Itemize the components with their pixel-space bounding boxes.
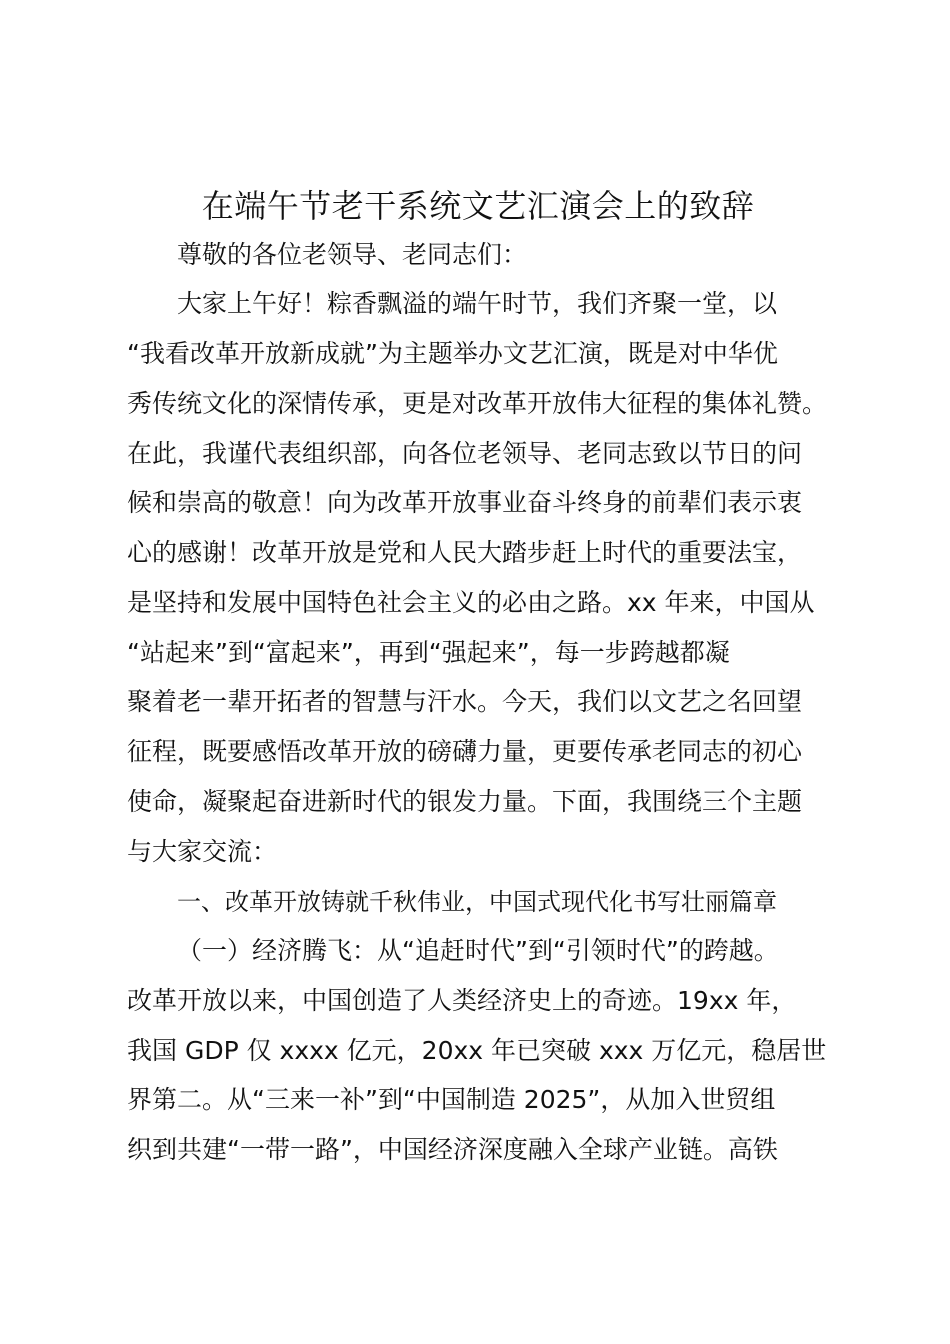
paragraph-line: 与大家交流： [127,837,278,866]
paragraph-line: “站起来”到“富起来”，再到“强起来”，每一步跨越都凝 [127,638,730,667]
paragraph-line: 织到共建“一带一路”，中国经济深度融入全球产业链。高铁 [127,1135,778,1164]
section-heading: 一、改革开放铸就千秋伟业，中国式现代化书写壮丽篇章 [177,888,777,916]
paragraph-line: 候和崇高的敬意！向为改革开放事业奋斗终身的前辈们表示衷 [127,488,803,517]
paragraph-line: 秀传统文化的深情传承，更是对改革开放伟大征程的集体礼赞。 [127,389,828,418]
paragraph-line: “我看改革开放新成就”为主题举办文艺汇演，既是对中华优 [127,339,778,368]
paragraph-line: 界第二。从“三来一补”到“中国制造 2025”，从加入世贸组 [127,1085,776,1114]
document-title: 在端午节老干系统文艺汇演会上的致辞 [201,187,755,225]
paragraph-line: 征程，既要感悟改革开放的磅礴力量，更要传承老同志的初心 [127,737,803,766]
paragraph-line: 大家上午好！粽香飘溢的端午时节，我们齐聚一堂，以 [177,289,778,318]
paragraph-line: 使命，凝聚起奋进新时代的银发力量。下面，我围绕三个主题 [127,787,803,816]
paragraph-line: （一）经济腾飞：从“追赶时代”到“引领时代”的跨越。 [177,936,779,965]
paragraph-line: 心的感谢！改革开放是党和人民大踏步赶上时代的重要法宝， [127,538,803,567]
paragraph-line: 我国 GDP 仅 xxxx 亿元，20xx 年已突破 xxx 万亿元，稳居世 [127,1036,827,1065]
salutation: 尊敬的各位老领导、老同志们： [177,240,528,269]
paragraph-line: 聚着老一辈开拓者的智慧与汗水。今天，我们以文艺之名回望 [127,687,803,716]
paragraph-line: 改革开放以来，中国创造了人类经济史上的奇迹。19xx 年， [127,986,797,1015]
paragraph-line: 在此，我谨代表组织部，向各位老领导、老同志致以节日的问 [127,439,803,468]
paragraph-line: 是坚持和发展中国特色社会主义的必由之路。xx 年来，中国从 [127,588,815,617]
